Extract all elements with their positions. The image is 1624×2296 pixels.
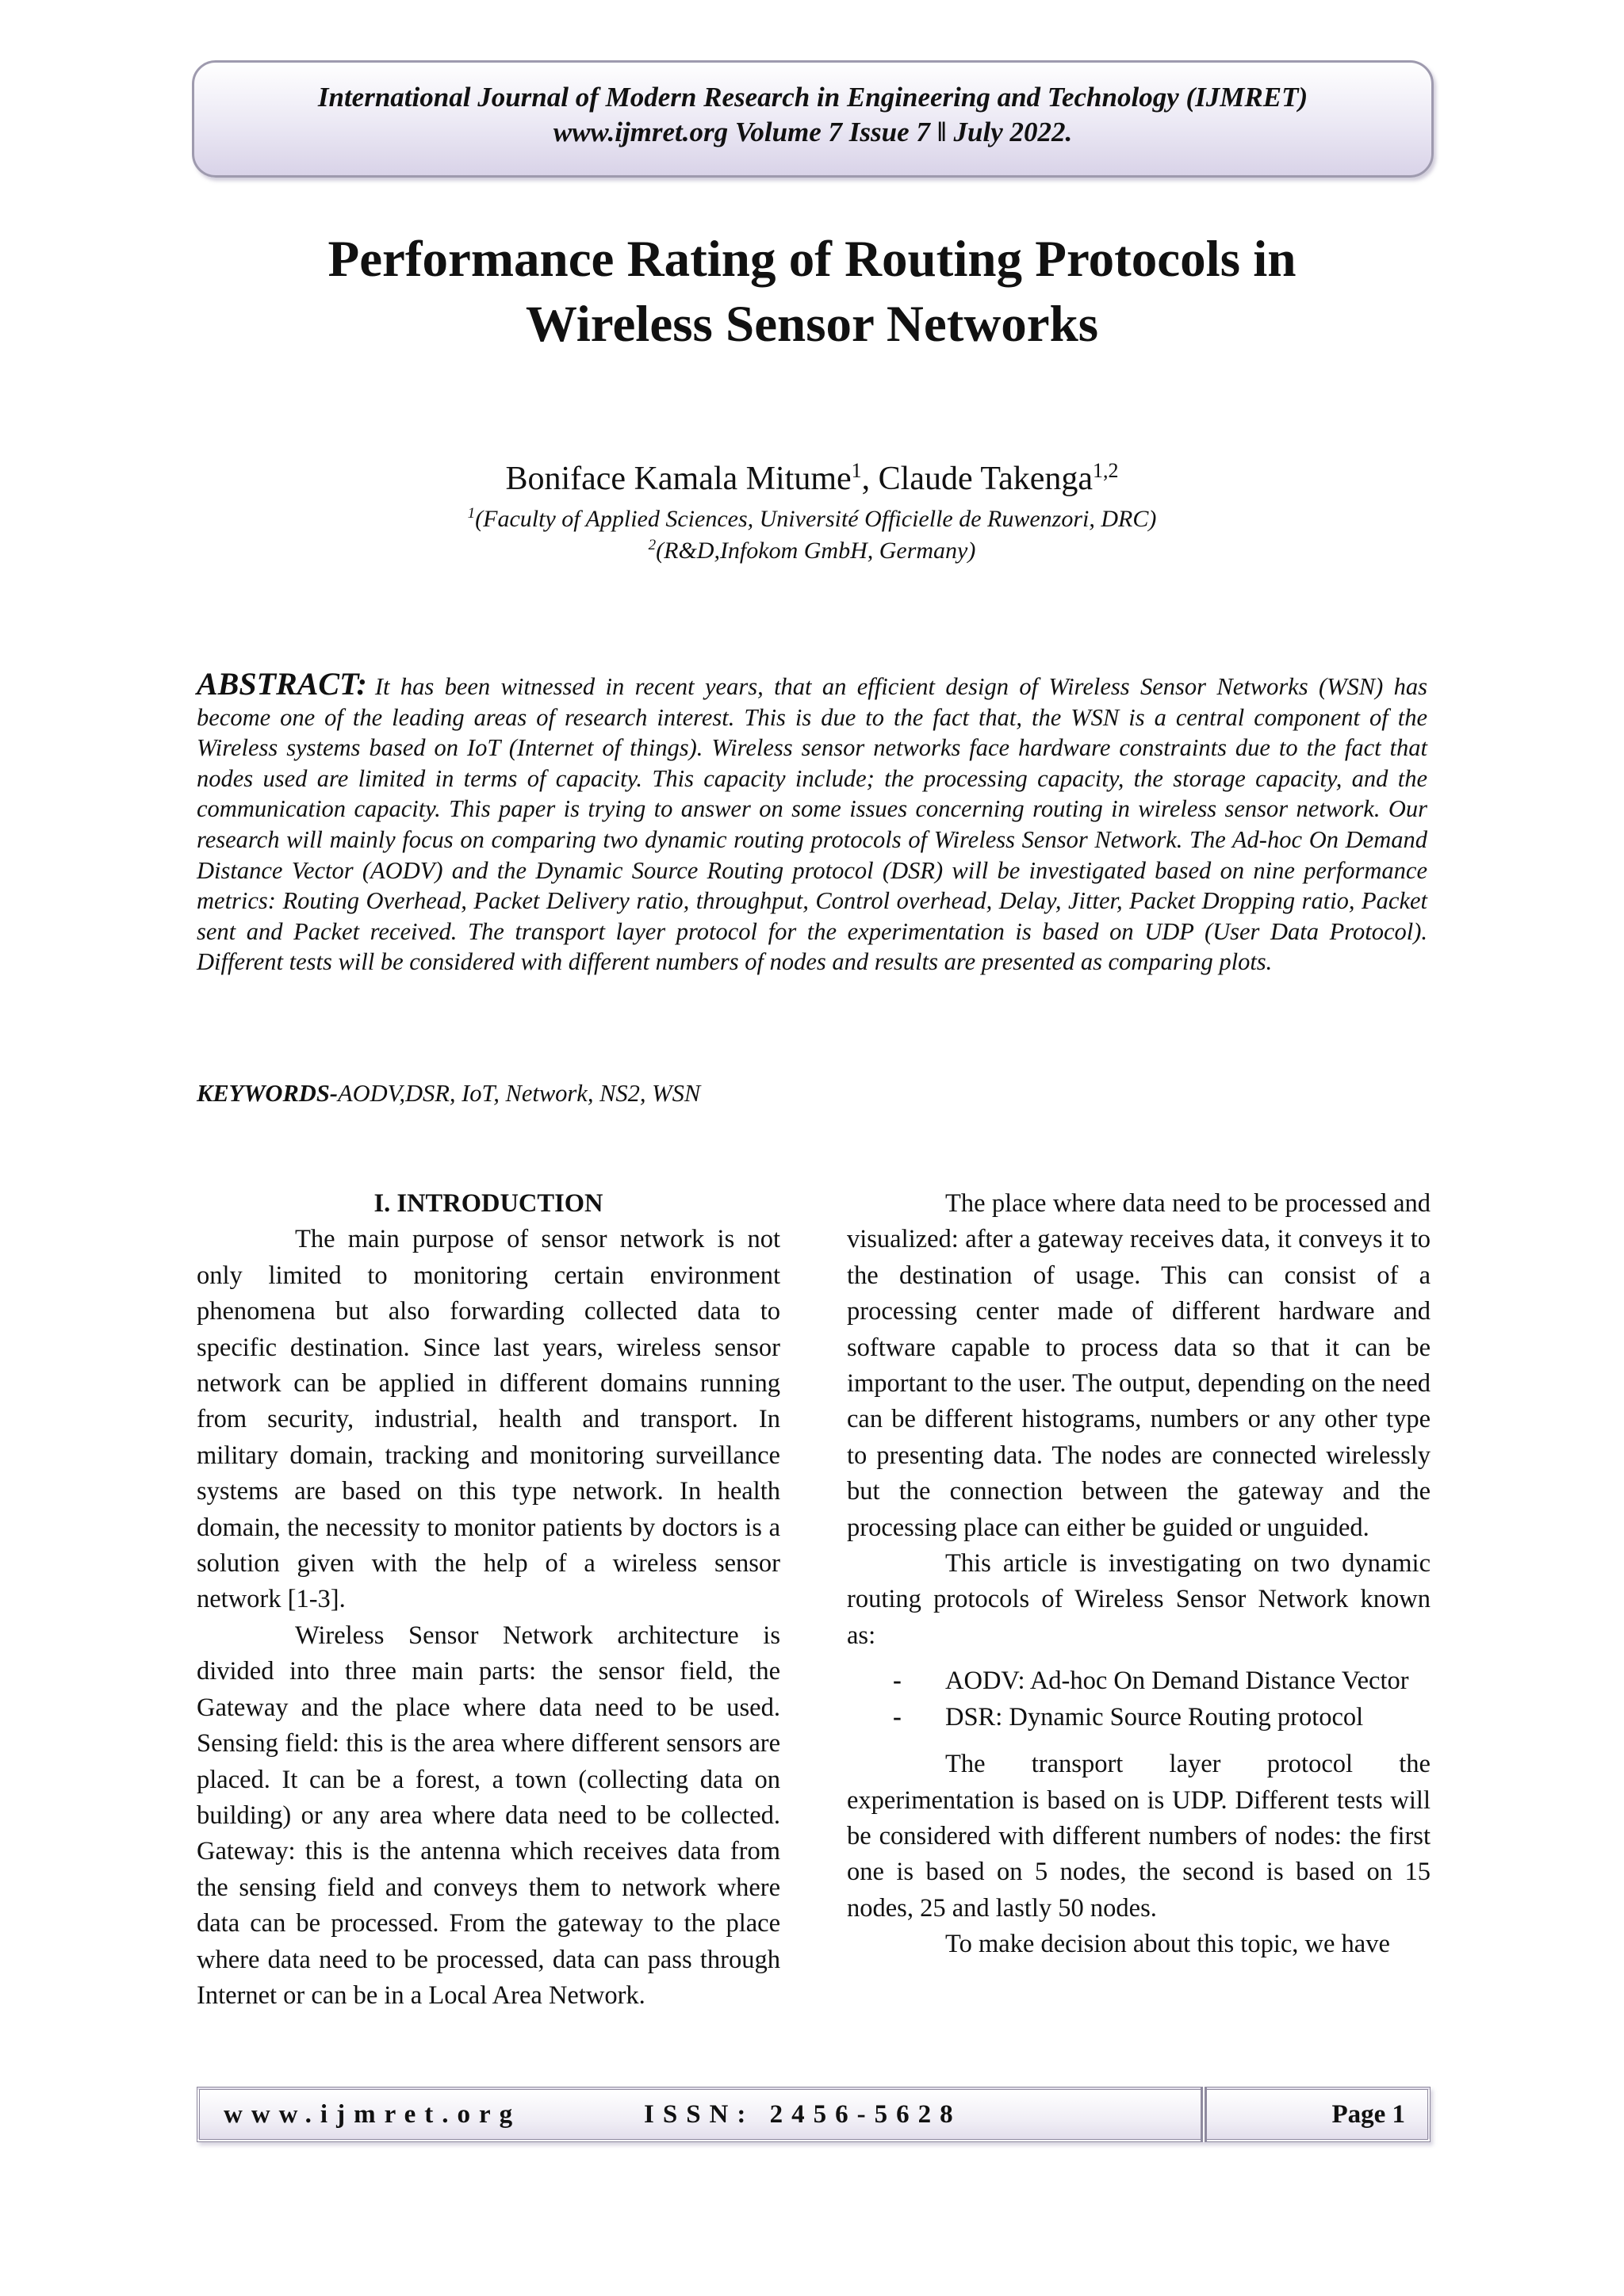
affiliation-1 xyxy=(119,504,1505,534)
author-2-name: Claude Takenga xyxy=(878,461,1094,497)
protocol-list xyxy=(847,1663,1431,1735)
keywords-text: AODV,DSR, IoT, Network, NS2, WSN xyxy=(337,1080,701,1107)
protocol-list-item xyxy=(847,1663,1431,1699)
abstract-label: ABSTRACT: xyxy=(197,666,367,702)
body-paragraph-3: The transport layer protocol the experimentation is based on is UDP. Different tests will be considered with different numbers of nodes: the first one is based on 5 nodes, the second is based on 15 nodes, 25 and lastly 50 nodes. xyxy=(847,1750,1431,1923)
author-2-affiliation-mark: 1,2 xyxy=(1093,459,1119,482)
paper-title xyxy=(119,227,1505,357)
left-column xyxy=(197,1186,780,2014)
section-heading-introduction: I. INTRODUCTION xyxy=(373,1189,603,1218)
abstract xyxy=(197,666,1427,978)
journal-issue: www.ijmret.org Volume 7 Issue 7 ǁ July 2022. xyxy=(553,117,1073,147)
protocol-list-item xyxy=(847,1700,1431,1735)
list-item-text: AODV: Ad-hoc On Demand Distance Vector xyxy=(945,1667,1409,1696)
journal-header xyxy=(192,60,1434,178)
author-1-affiliation-mark: 1 xyxy=(851,459,862,482)
author-list xyxy=(119,460,1505,498)
abstract-text: It has been witnessed in recent years, that an efficient design of Wireless Sensor Networks (WSN) has become one of the leading areas of research interest. This is due to the fact that, the WSN is a central component of the Wireless systems based on IoT (Internet of things). Wireless sensor networks face hardware constraints due to the fact that nodes used are limited in terms of capacity. This capacity include; the processing capacity, the storage capacity, and the communication capacity. This paper is trying to answer on some issues concerning routing in wireless sensor network. Our research will mainly focus on comparing two dynamic routing protocols of Wireless Sensor Network. The Ad-hoc On Demand Distance Vector (AODV) and the Dynamic Source Routing protocol (DSR) will be investigated based on nine performance metrics: Routing Overhead, Packet Delivery ratio, throughput, Control overhead, Delay, Jitter, Packet Dropping ratio, Packet sent and Packet received. The transport layer protocol for the experimentation is based on UDP (User Data Protocol). Different tests will be considered with different numbers of nodes and results are presented as comparing plots. xyxy=(197,673,1427,976)
body-paragraph-2: This article is investigating on two dynamic routing protocols of Wireless Sensor Network known as: xyxy=(847,1549,1431,1650)
keywords-label: KEYWORDS- xyxy=(197,1080,338,1107)
author-separator: , xyxy=(861,461,879,497)
footer-issn: ISSN: 2456-5628 xyxy=(644,2100,962,2129)
right-column xyxy=(847,1186,1431,1963)
paper-title-line-1: Performance Rating of Routing Protocols in xyxy=(327,231,1297,288)
footer-website: www.ijmret.org xyxy=(224,2100,522,2129)
body-paragraph-1: The place where data need to be processed and visualized: after a gateway receives data, it conveys it to the destination of usage. This can consist of a processing center made of different hardware and software capable to process data so that it can be important to the user. The output, depending on the need can be different histograms, numbers or any other type to presenting data. The nodes are connected wirelessly but the connection between the gateway and the processing place can either be guided or unguided. xyxy=(847,1189,1431,1542)
affiliation-1-text: (Faculty of Applied Sciences, Université Officielle de Ruwenzori, DRC) xyxy=(475,506,1157,532)
affiliation-2-text: (R&D,Infokom GmbH, Germany) xyxy=(656,538,976,564)
affiliation-1-mark: 1 xyxy=(467,505,476,522)
affiliation-2-mark: 2 xyxy=(648,537,657,553)
page-footer xyxy=(197,2087,1431,2142)
paper-title-line-2: Wireless Sensor Networks xyxy=(525,296,1099,353)
intro-paragraph-2: Wireless Sensor Network architecture is divided into three main parts: the sensor field, the Gateway and the place where data need to be used. Sensing field: this is the area where different sensors are placed. It can be a forest, a town (collecting data on building) or any area where data need to be collected. Gateway: this is the antenna which receives data from the sensing field and conveys them to network where data can be processed. From the gateway to the place where data need to be processed, data can pass through Internet or can be in a Local Area Network. xyxy=(197,1621,780,2010)
footer-page-number: Page 1 xyxy=(1331,2100,1405,2129)
body-paragraph-4: To make decision about this topic, we have xyxy=(945,1930,1390,1959)
list-item-text: DSR: Dynamic Source Routing protocol xyxy=(945,1702,1364,1732)
footer-divider xyxy=(1201,2087,1207,2142)
keywords xyxy=(197,1078,1427,1108)
journal-name: International Journal of Modern Research in Engineering and Technology (IJMRET) xyxy=(317,82,1308,113)
list-dash: - xyxy=(893,1667,902,1696)
intro-paragraph-1: The main purpose of sensor network is not only limited to monitoring certain environment phenomena but also forwarding collected data to specific destination. Since last years, wireless sensor network can be applied in different domains running from security, industrial, health and transport. In military domain, tracking and monitoring surveillance systems are based on this type network. In health domain, the necessity to monitor patients by doctors is a solution given with the help of a wireless sensor network [1-3]. xyxy=(197,1225,780,1614)
affiliation-2 xyxy=(119,536,1505,566)
author-1-name: Boniface Kamala Mitume xyxy=(505,461,852,497)
list-dash: - xyxy=(893,1702,902,1732)
